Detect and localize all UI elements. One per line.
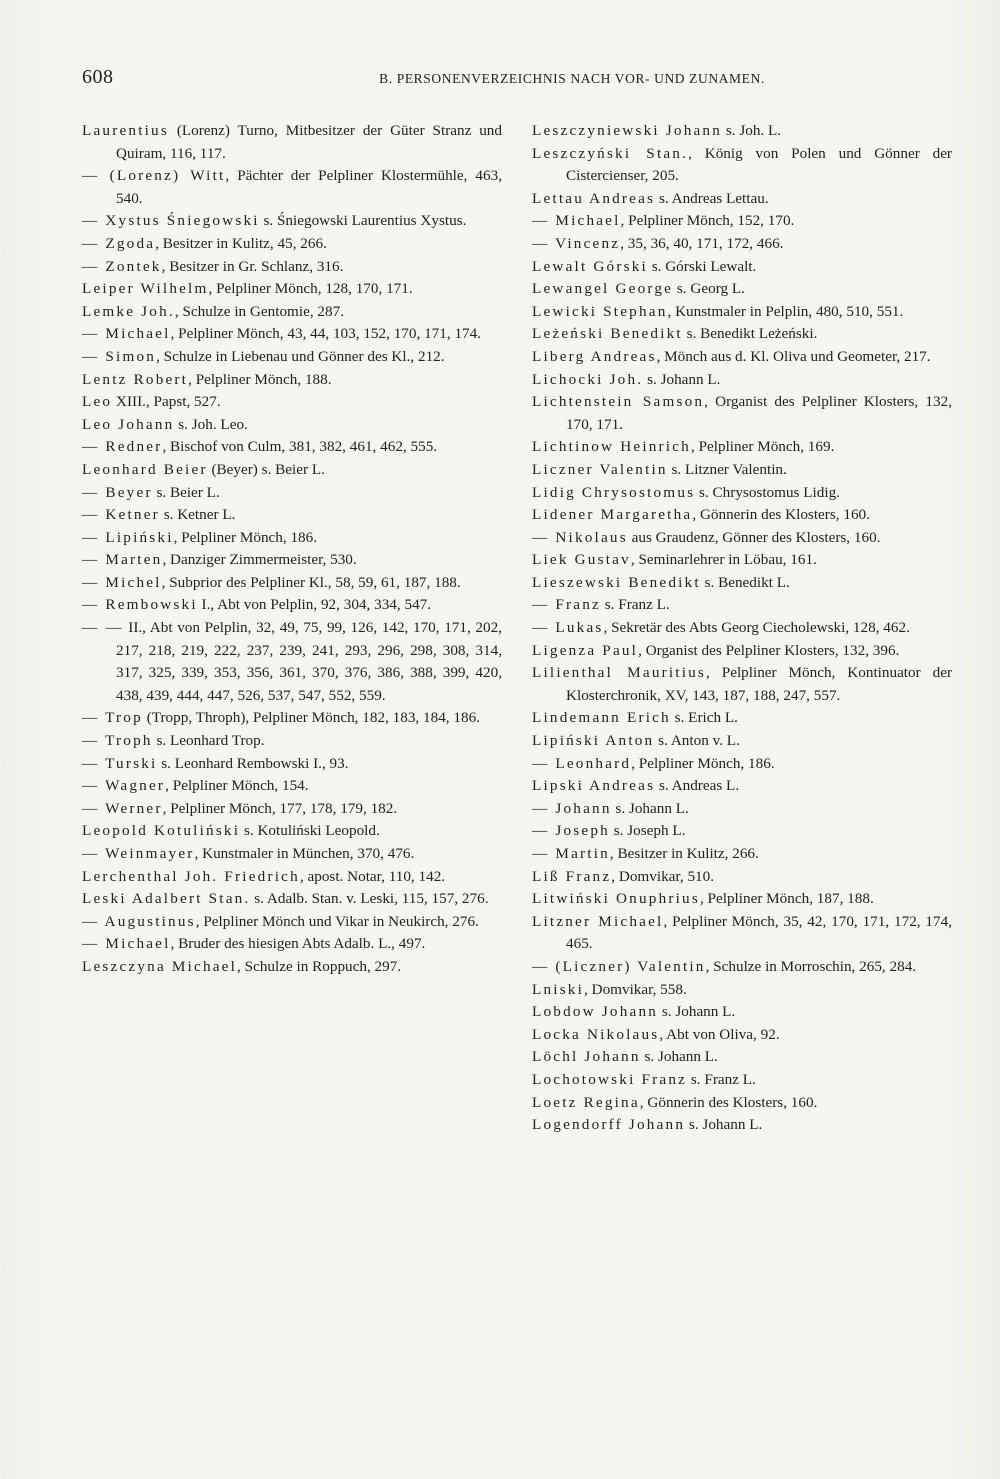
index-entry bbox=[532, 1069, 952, 1092]
index-entry bbox=[82, 301, 502, 324]
entry-text: s. Joseph L. bbox=[609, 822, 686, 840]
entry-name: Leiper Wilhelm bbox=[82, 280, 209, 298]
entry-name: Lentz Robert bbox=[82, 370, 189, 388]
entry-name: Litwiński Onuphrius bbox=[532, 890, 700, 908]
entry-name: — Martin bbox=[532, 845, 610, 862]
index-entry bbox=[82, 256, 502, 279]
entry-name: Löchl Johann bbox=[532, 1048, 641, 1066]
entry-text: s. Górski Lewalt. bbox=[647, 257, 757, 275]
entry-text: , Organist des Pelpliner Klosters, 132, 396. bbox=[638, 641, 900, 659]
entry-text: , Schulze in Roppuch, 297. bbox=[237, 957, 402, 975]
entry-text: , Pelpliner Mönch, 154. bbox=[165, 777, 309, 795]
index-entry bbox=[532, 256, 952, 279]
entry-name: Lewicki Stephan bbox=[532, 302, 668, 320]
entry-name: Liß Franz bbox=[532, 867, 612, 885]
entry-text: s. Ketner L. bbox=[159, 506, 236, 524]
index-entry bbox=[532, 143, 952, 188]
entry-text: s. Johann L. bbox=[643, 370, 721, 388]
index-entry bbox=[82, 866, 502, 889]
index-entry bbox=[82, 753, 502, 776]
entry-text: , König von Polen und Gönner der Cistercienser, 205. bbox=[566, 144, 952, 185]
entry-text: XIII., Papst, 527. bbox=[112, 393, 221, 411]
entry-text: s. Leonhard Rembowski I., 93. bbox=[157, 754, 349, 772]
entry-name: — Nikolaus bbox=[532, 528, 628, 546]
index-entry bbox=[532, 1092, 952, 1115]
entry-name: Lettau Andreas bbox=[532, 189, 656, 207]
entry-name: Logendorff Johann bbox=[532, 1116, 686, 1134]
page-number: 608 bbox=[82, 66, 114, 88]
left-column bbox=[82, 120, 502, 979]
index-entry bbox=[82, 594, 502, 617]
entry-text: , Schulze in Liebenau und Gönner des Kl., 212. bbox=[156, 347, 445, 365]
entry-text: s. Andreas L. bbox=[655, 777, 740, 795]
index-entry bbox=[82, 504, 502, 527]
index-entry bbox=[82, 459, 502, 482]
entry-text: s. Joh. Leo. bbox=[174, 415, 248, 433]
entry-text: s. Benedikt L. bbox=[700, 573, 790, 591]
entry-name: — Vincenz bbox=[532, 234, 621, 252]
entry-name: — Zgoda bbox=[82, 234, 156, 252]
entry-text: , Pelpliner Mönch, 152, 170. bbox=[620, 212, 795, 230]
entry-text: , Pelpliner Mönch, 43, 44, 103, 152, 170, 171, 174. bbox=[170, 325, 482, 343]
entry-name: — Joseph bbox=[532, 822, 610, 840]
entry-name: — Troph bbox=[82, 732, 153, 750]
entry-name: Liberg Andreas bbox=[532, 347, 657, 365]
index-entry bbox=[532, 188, 952, 211]
index-entry bbox=[82, 369, 502, 392]
entry-name: Loetz Regina bbox=[532, 1093, 640, 1111]
entry-name: — Johann bbox=[532, 799, 612, 817]
index-entry bbox=[532, 527, 952, 550]
entry-text: I., Abt von Pelplin, 92, 304, 334, 547. bbox=[197, 596, 432, 614]
index-entry bbox=[532, 233, 952, 256]
entry-text: , Pelpliner Mönch, Kontinuator der Klosterchronik, XV, 143, 187, 188, 247, 557. bbox=[566, 664, 952, 704]
index-entry bbox=[82, 798, 502, 821]
index-entry bbox=[532, 820, 952, 843]
index-entry bbox=[532, 662, 952, 707]
entry-text: , Organist des Pelpliner Klosters, 132, 170, 171. bbox=[566, 393, 952, 433]
entry-text: , Pelpliner Mönch, 186. bbox=[173, 528, 318, 546]
entry-text: , Kunstmaler in Pelplin, 480, 510, 551. bbox=[667, 302, 904, 320]
index-entry bbox=[82, 707, 502, 730]
index-entry bbox=[82, 888, 502, 911]
index-entry bbox=[532, 617, 952, 640]
entry-name: Leszczyna Michael bbox=[82, 957, 238, 975]
index-entry bbox=[82, 482, 502, 505]
entry-text: s. Johann L. bbox=[640, 1048, 718, 1066]
entry-text: s. Joh. L. bbox=[722, 122, 782, 139]
entry-text: s. Kotuliński Leopold. bbox=[240, 822, 380, 840]
entry-text: , Domvikar, 510. bbox=[611, 867, 715, 885]
index-entry bbox=[82, 120, 502, 165]
entry-text: s. Georg L. bbox=[673, 280, 745, 298]
entry-text: , Besitzer in Kulitz, 266. bbox=[609, 845, 759, 862]
entry-text: (Beyer) s. Beier L. bbox=[207, 460, 325, 478]
index-entry bbox=[532, 753, 952, 776]
entry-name: Lipiński Anton bbox=[532, 732, 655, 750]
index-entry bbox=[532, 210, 952, 233]
entry-text: II., Abt von Pelplin, 32, 49, 75, 99, 126, 142, 170, 171, 202, 217, 218, 219, 222, 237, 239, 241, 293, 296, 298, 308, 314, 317, 325, 339, 353, 356, 361, 370, 376, 386, 388, 399, 420, 438, 439, 444, 447, 526, 537, 547, 552, 559. bbox=[116, 619, 503, 704]
entry-text: (Lorenz) Turno, Mitbesitzer der Güter Stranz und Quiram, 116, 117. bbox=[116, 122, 502, 162]
entry-text: , Schulze in Gentomie, 287. bbox=[174, 302, 344, 320]
index-entry bbox=[82, 617, 502, 707]
entry-text: , Gönnerin des Klosters, 160. bbox=[692, 506, 870, 524]
entry-name: Lidig Chrysostomus bbox=[532, 483, 696, 501]
index-entry bbox=[82, 956, 502, 979]
entry-text: , Danziger Zimmermeister, 530. bbox=[162, 551, 357, 569]
entry-name: — Werner bbox=[82, 799, 163, 817]
entry-name: — Michel bbox=[82, 573, 162, 591]
entry-name: — Xystus Śniegowski bbox=[82, 212, 260, 230]
index-entry bbox=[532, 391, 952, 436]
index-entry bbox=[532, 369, 952, 392]
entry-text: s. Erich L. bbox=[670, 709, 738, 727]
entry-name: Lochotowski Franz bbox=[532, 1070, 688, 1088]
entry-name: Ligenza Paul bbox=[532, 641, 639, 659]
index-entry bbox=[82, 278, 502, 301]
entry-name: — Augustinus bbox=[82, 912, 196, 930]
entry-text: s. Anton v. L. bbox=[654, 732, 740, 750]
index-entry bbox=[82, 436, 502, 459]
index-entry bbox=[532, 866, 952, 889]
entry-name: — Michael bbox=[82, 935, 171, 953]
entry-text: s. Andreas Lettau. bbox=[655, 189, 769, 207]
entry-text: , Besitzer in Gr. Schlanz, 316. bbox=[161, 257, 344, 275]
entry-text: , Sekretär des Abts Georg Ciecholewski, 128, 462. bbox=[603, 619, 910, 637]
entry-name: Lewalt Górski bbox=[532, 257, 648, 275]
entry-text: s. Johann L. bbox=[658, 1003, 736, 1021]
entry-name: — Trop bbox=[82, 709, 143, 727]
entry-text: s. Beier L. bbox=[152, 483, 220, 501]
entry-text: , 35, 36, 40, 171, 172, 466. bbox=[620, 234, 784, 252]
entry-name: — Rembowski bbox=[82, 596, 198, 614]
entry-name: Lobdow Johann bbox=[532, 1003, 659, 1021]
entry-name: — Leonhard bbox=[532, 754, 632, 772]
entry-text: s. Johann L. bbox=[611, 799, 689, 817]
entry-text: , Pächter der Pelpliner Klostermühle, 463, 540. bbox=[116, 167, 503, 207]
entry-name: — Weinmayer bbox=[82, 845, 195, 862]
entry-text: , Subprior des Pelpliner Kl., 58, 59, 61, 187, 188. bbox=[161, 573, 461, 591]
entry-name: — (Liczner) Valentin bbox=[532, 957, 706, 975]
entry-name: — Lukas bbox=[532, 619, 604, 637]
entry-name: — (Lorenz) Witt bbox=[82, 167, 226, 185]
entry-name: Lidener Margaretha bbox=[532, 506, 693, 524]
entry-name: Lemke Joh. bbox=[82, 302, 175, 320]
entry-name: — Lipiński bbox=[82, 528, 174, 546]
entry-name: Leopold Kotuliński bbox=[82, 822, 241, 840]
entry-name: — Wagner bbox=[82, 777, 166, 795]
entry-text: s. Chrysostomus Lidig. bbox=[695, 483, 840, 501]
index-entry bbox=[532, 775, 952, 798]
entry-name: Leonhard Beier bbox=[82, 460, 208, 478]
entry-text: , Pelpliner Mönch, 187, 188. bbox=[699, 890, 874, 908]
entry-text: s. Litzner Valentin. bbox=[667, 460, 787, 478]
index-entry bbox=[532, 798, 952, 821]
entry-text: (Tropp, Throph), Pelpliner Mönch, 182, 183, 184, 186. bbox=[142, 709, 480, 727]
index-entry bbox=[532, 843, 952, 866]
entry-name: — — bbox=[82, 619, 124, 637]
index-entry bbox=[82, 346, 502, 369]
entry-name: Litzner Michael bbox=[532, 912, 664, 930]
index-entry bbox=[532, 504, 952, 527]
running-head: B. PERSONENVERZEICHNIS NACH VOR- UND ZUNAMEN. bbox=[379, 71, 765, 86]
entry-name: — Ketner bbox=[82, 506, 160, 524]
entry-name: Leo Johann bbox=[82, 415, 175, 433]
entry-name: Leszczyniewski Johann bbox=[532, 122, 723, 139]
entry-name: — Michael bbox=[532, 212, 621, 230]
entry-text: , Pelpliner Mönch, 177, 178, 179, 182. bbox=[162, 799, 398, 817]
entry-name: Leszczyński Stan. bbox=[532, 144, 689, 162]
entry-name: Lichtenstein Samson bbox=[532, 393, 705, 411]
index-entry bbox=[532, 707, 952, 730]
entry-name: Leski Adalbert Stan. bbox=[82, 890, 251, 908]
entry-name: — Simon bbox=[82, 347, 157, 365]
entry-name: — Marten bbox=[82, 551, 163, 569]
entry-text: , Gönnerin des Klosters, 160. bbox=[639, 1093, 818, 1111]
entry-text: , Pelpliner Mönch, 188. bbox=[188, 370, 332, 388]
entry-text: aus Graudenz, Gönner des Klosters, 160. bbox=[627, 528, 881, 546]
entry-name: Lipski Andreas bbox=[532, 777, 656, 795]
entry-name: — Beyer bbox=[82, 483, 153, 501]
entry-text: , Bischof von Culm, 381, 382, 461, 462, 555. bbox=[162, 438, 438, 456]
index-entry bbox=[82, 165, 502, 210]
entry-name: Lichtinow Heinrich bbox=[532, 438, 691, 456]
entry-name: Leo bbox=[82, 393, 113, 411]
entry-name: Lilienthal Mauritius bbox=[532, 664, 707, 682]
index-entry bbox=[82, 775, 502, 798]
index-entry bbox=[82, 911, 502, 934]
index-entry bbox=[532, 1001, 952, 1024]
index-entry bbox=[82, 323, 502, 346]
entry-name: — Turski bbox=[82, 754, 158, 772]
entry-text: s. Adalb. Stan. v. Leski, 115, 157, 276. bbox=[250, 890, 489, 908]
index-entry bbox=[532, 1046, 952, 1069]
index-entry bbox=[532, 979, 952, 1002]
index-entry bbox=[532, 549, 952, 572]
entry-name: Lewangel George bbox=[532, 280, 674, 298]
entry-name: Leżeński Benedikt bbox=[532, 325, 683, 343]
index-entry bbox=[532, 1024, 952, 1047]
index-entry bbox=[532, 594, 952, 617]
index-entry bbox=[532, 301, 952, 324]
index-entry bbox=[532, 730, 952, 753]
entry-text: s. Franz L. bbox=[687, 1070, 756, 1088]
index-entry bbox=[82, 233, 502, 256]
index-entry bbox=[532, 956, 952, 979]
entry-text: , Pelpliner Mönch und Vikar in Neukirch, 276. bbox=[195, 912, 479, 930]
page-header bbox=[82, 66, 952, 96]
index-entry bbox=[532, 911, 952, 956]
entry-name: Lniski bbox=[532, 980, 585, 998]
index-entry bbox=[82, 527, 502, 550]
index-entry bbox=[532, 1114, 952, 1137]
entry-text: , Domvikar, 558. bbox=[584, 980, 687, 998]
index-entry bbox=[82, 843, 502, 866]
entry-name: Lichocki Joh. bbox=[532, 370, 644, 388]
entry-text: , Seminarlehrer in Löbau, 161. bbox=[630, 551, 817, 569]
index-entry bbox=[82, 572, 502, 595]
entry-text: s. Benedikt Leżeński. bbox=[682, 325, 818, 343]
entry-name: Liczner Valentin bbox=[532, 460, 668, 478]
index-entry bbox=[82, 730, 502, 753]
index-entry bbox=[82, 549, 502, 572]
entry-text: , Besitzer in Kulitz, 45, 266. bbox=[155, 234, 327, 252]
index-entry bbox=[82, 933, 502, 956]
entry-text: , Abt von Oliva, 92. bbox=[659, 1025, 780, 1043]
index-entry bbox=[532, 572, 952, 595]
entry-text: , Mönch aus d. Kl. Oliva und Geometer, 217. bbox=[656, 347, 931, 365]
index-entry bbox=[82, 820, 502, 843]
index-entry bbox=[82, 414, 502, 437]
entry-name: Laurentius bbox=[82, 122, 169, 139]
entry-text: s. Franz L. bbox=[600, 596, 670, 614]
index-entry bbox=[532, 459, 952, 482]
entry-text: , Kunstmaler in München, 370, 476. bbox=[194, 845, 415, 862]
entry-text: , Pelpliner Mönch, 169. bbox=[690, 438, 835, 456]
index-entry bbox=[532, 120, 952, 143]
index-entry bbox=[82, 210, 502, 233]
index-entry bbox=[532, 640, 952, 663]
entry-name: Lerchenthal Joh. Friedrich bbox=[82, 867, 300, 885]
entry-name: Lindemann Erich bbox=[532, 709, 671, 727]
right-column bbox=[532, 120, 952, 1137]
index-entry bbox=[532, 323, 952, 346]
entry-text: , Pelpliner Mönch, 128, 170, 171. bbox=[208, 280, 413, 298]
index-entry bbox=[82, 391, 502, 414]
entry-name: Locka Nikolaus bbox=[532, 1025, 660, 1043]
index-entry bbox=[532, 482, 952, 505]
entry-text: s. Leonhard Trop. bbox=[152, 732, 265, 750]
entry-text: s. Śniegowski Laurentius Xystus. bbox=[259, 212, 467, 230]
entry-text: , Schulze in Morroschin, 265, 284. bbox=[705, 957, 917, 975]
entry-text: , Pelpliner Mönch, 186. bbox=[631, 754, 775, 772]
index-entry bbox=[532, 346, 952, 369]
entry-text: , Pelpliner Mönch, 35, 42, 170, 171, 172, 174, 465. bbox=[566, 912, 953, 953]
index-entry bbox=[532, 888, 952, 911]
entry-name: Liek Gustav bbox=[532, 551, 631, 569]
entry-name: Lieszewski Benedikt bbox=[532, 573, 701, 591]
index-entry bbox=[532, 278, 952, 301]
entry-name: — Michael bbox=[82, 325, 171, 343]
entry-name: — Redner bbox=[82, 438, 163, 456]
entry-text: , Bruder des hiesigen Abts Adalb. L., 497. bbox=[170, 935, 426, 953]
index-entry bbox=[532, 436, 952, 459]
entry-name: — Zontek bbox=[82, 257, 162, 275]
entry-text: , apost. Notar, 110, 142. bbox=[299, 867, 446, 885]
entry-text: s. Johann L. bbox=[685, 1116, 763, 1134]
entry-name: — Franz bbox=[532, 596, 601, 614]
